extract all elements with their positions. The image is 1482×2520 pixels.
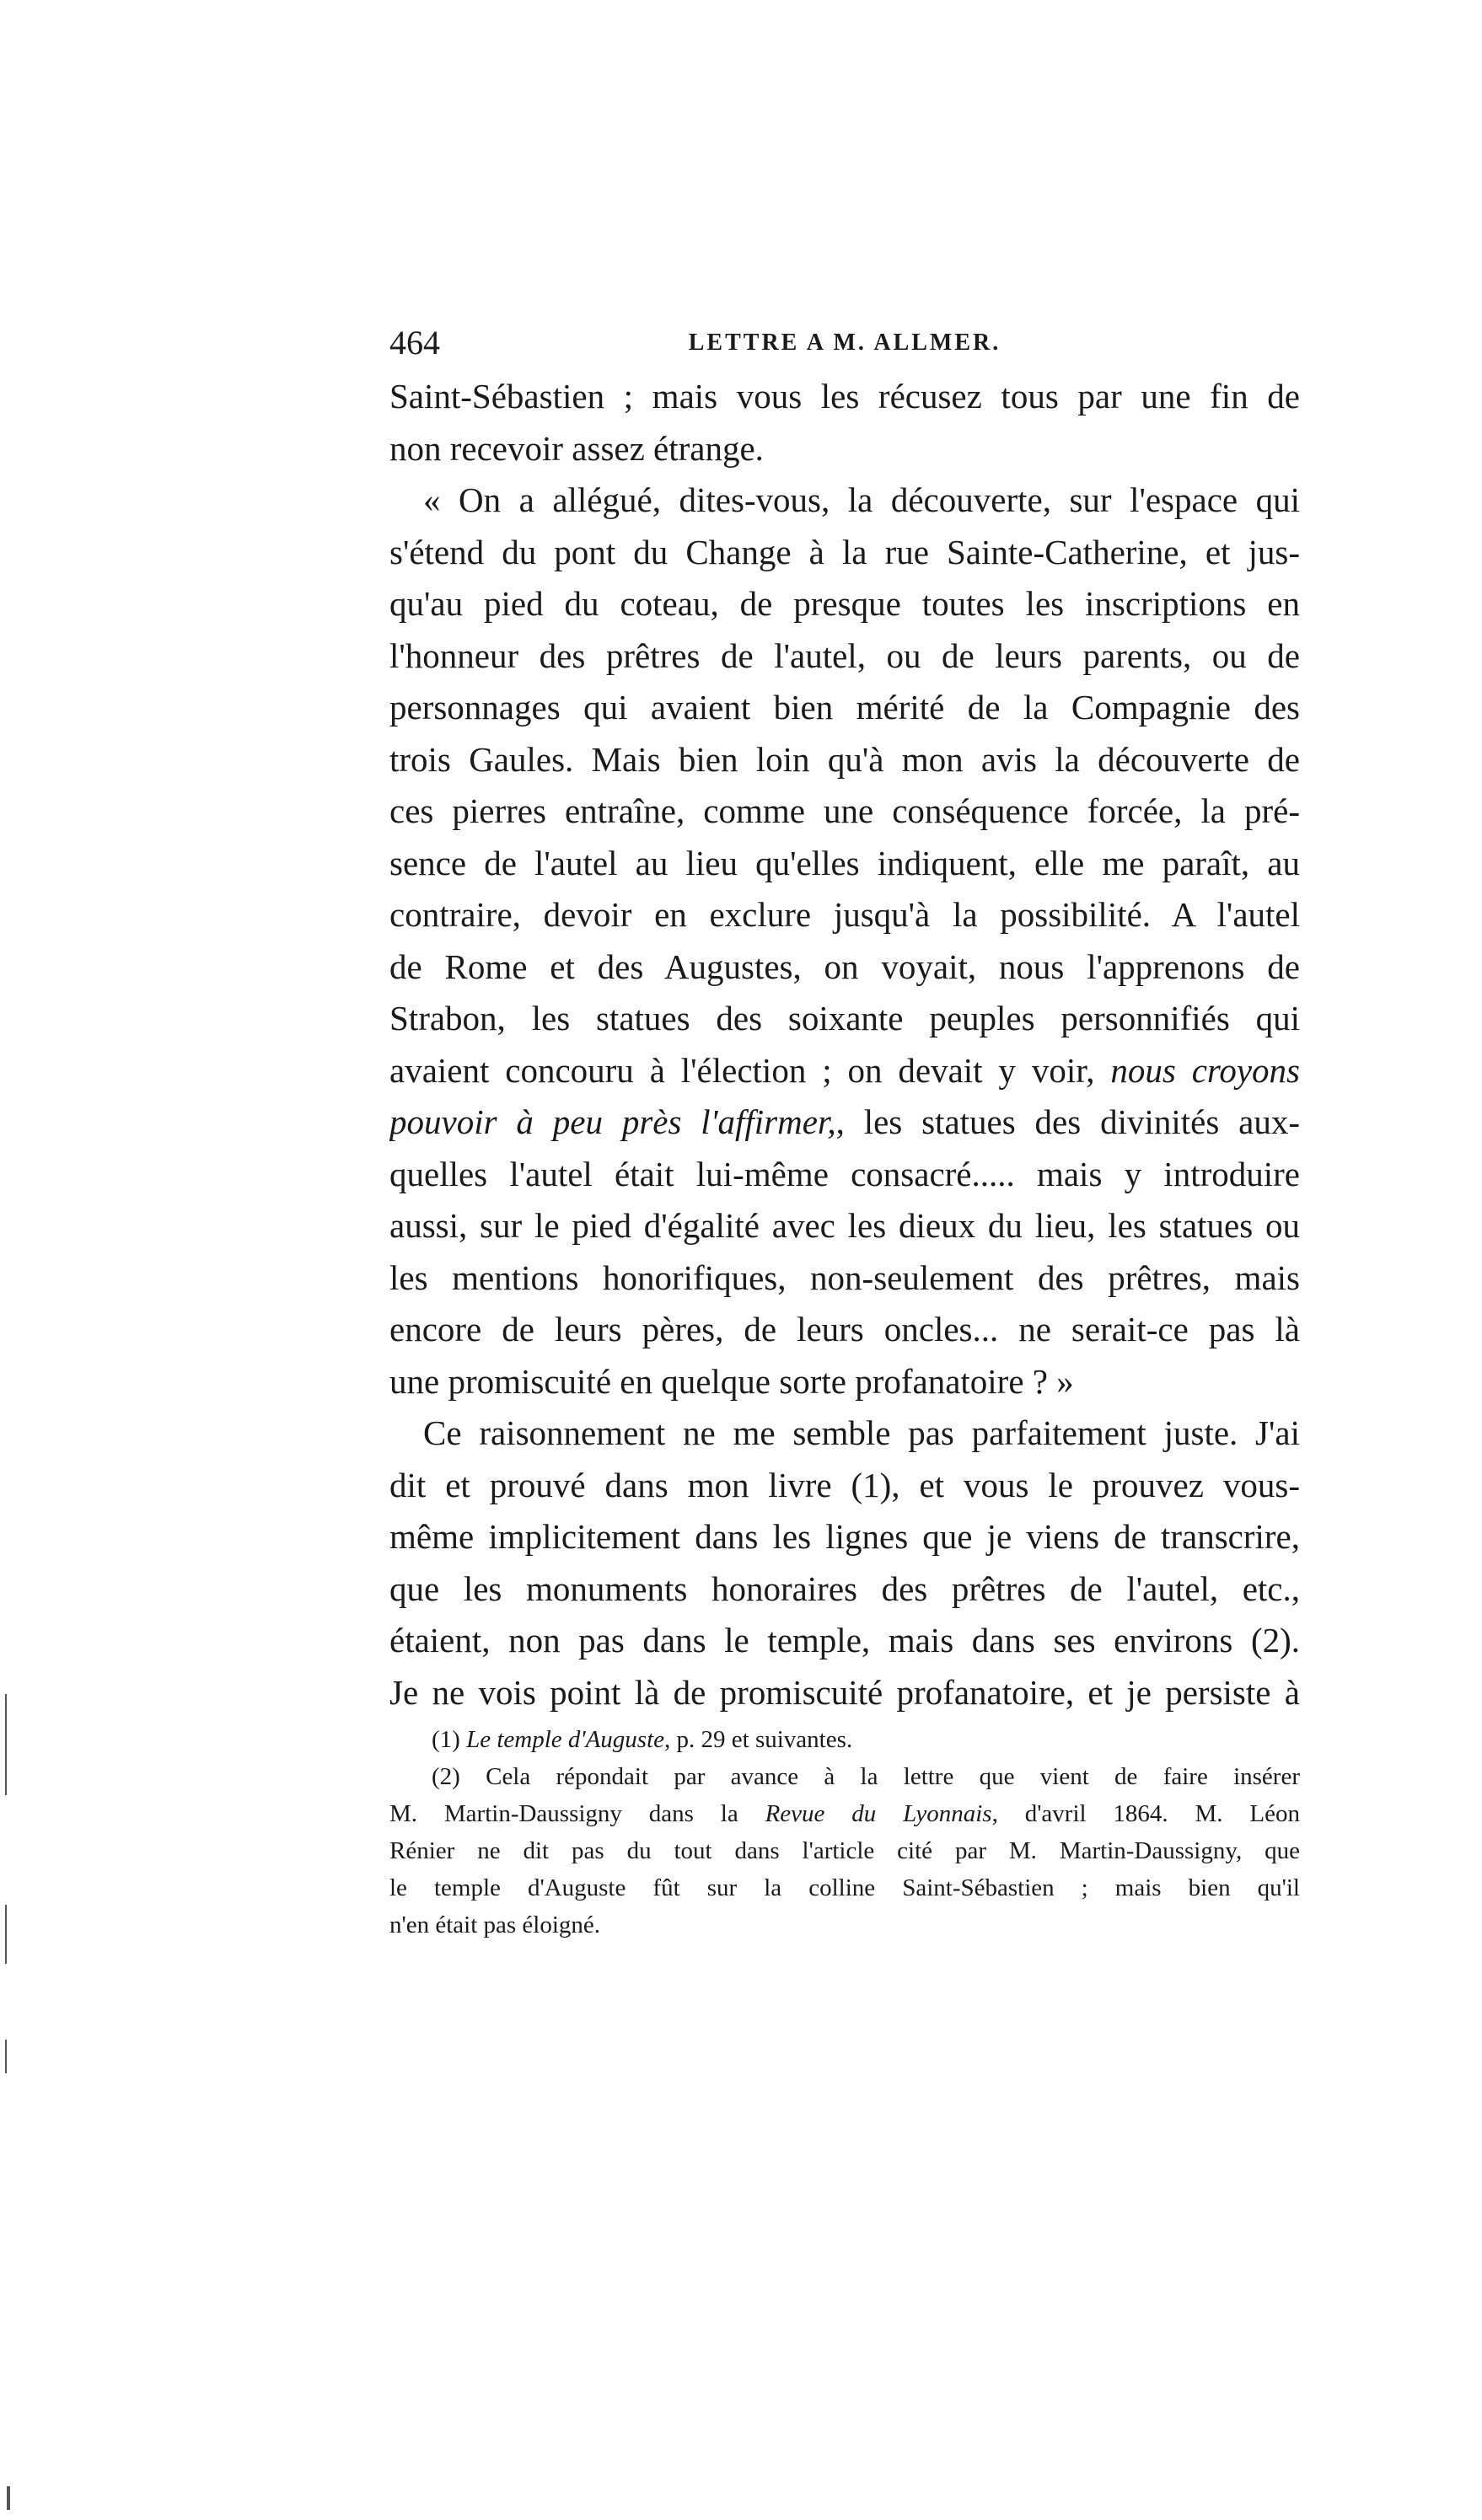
text-line: étaient, non pas dans le temple, mais dans ses environs (2). [389,1621,1300,1659]
footnote-text: M. Martin-Daussigny dans la [389,1800,738,1827]
footnote-text: , d'avril 1864. M. Léon [991,1800,1300,1827]
text-line: quelles l'autel était lui-même consacré..... mais y introduire [389,1154,1300,1193]
text-line: trois Gaules. Mais bien loin qu'à mon avis la découverte de [389,739,1300,779]
text-line: Strabon, les statues des soixante peuples personnifiés qui [389,999,1300,1037]
text-line: de Rome et des Augustes, on voyait, nous l'apprenons de [389,946,1300,986]
text-line: Je ne vois point là de promiscuité profanatoire, et je persiste à [389,1672,1300,1712]
footnote-1 [389,1721,1300,1758]
text-line: l'honneur des prêtres de l'autel, ou de leurs parents, ou de [389,635,1300,675]
text-line: encore de leurs pères, de leurs oncles... ne serait-ce pas là [389,1310,1300,1348]
text-line: « On a allégué, dites-vous, la découverte, sur l'espace qui [423,480,1300,519]
text-line-with-italic [389,1096,1300,1149]
footnote-marker: (1) [432,1726,460,1753]
text-line: même implicitement dans les lignes que je viens de transcrire, [389,1517,1300,1556]
text-line: s'étend du pont du Change à la rue Sainte-Catherine, et jus- [389,532,1300,571]
scan-margin-mark [5,1905,7,1964]
footnote-2-line: Rénier ne dit pas du tout dans l'article cité par M. Martin-Daussigny, que [389,1837,1300,1864]
text-line-with-italic [389,1045,1300,1097]
text-line: Ce raisonnement ne me semble pas parfaitement juste. J'ai [423,1413,1300,1452]
body-text [389,371,1300,1718]
text-line: aussi, sur le pied d'égalité avec les dieux du lieu, les statues ou [389,1206,1300,1245]
page-number: 464 [389,324,440,362]
text-line: que les monuments honoraires des prêtres de l'autel, etc., [389,1568,1300,1608]
text-line: une promiscuité en quelque sorte profanatoire ? » [389,1361,1074,1401]
text-line: qu'au pied du coteau, de presque toutes les inscriptions en [389,584,1300,623]
text-line: ces pierres entraîne, comme une conséquence forcée, la pré- [389,791,1300,830]
footnote-text: , p. 29 et suivantes. [664,1726,853,1753]
italic-quote: nous croyons [1110,1050,1300,1090]
italic-quote: pouvoir à peu près l'affirmer, [389,1102,836,1141]
footnote-2-line: (2) Cela répondait par avance à la lettre que vient de faire insérer [432,1763,1300,1790]
text-line: contraire, devoir en exclure jusqu'à la possibilité. A l'autel [389,895,1300,934]
text-line: Saint-Sébastien ; mais vous les récusez tous par une fin de [389,377,1300,416]
text-segment: avaient concouru à l'élection ; on devait y voir, [389,1050,1095,1090]
footnotes [389,1721,1300,1944]
footnote-italic-title: Le temple d'Auguste [466,1726,665,1753]
footnote-italic-title: Revue du Lyonnais [765,1800,992,1827]
scan-margin-mark [5,2040,7,2073]
text-line: sence de l'autel au lieu qu'elles indiquent, elle me paraît, au [389,843,1300,882]
scan-margin-mark [5,1694,7,1795]
text-line: non recevoir assez étrange. [389,428,764,468]
running-head [389,322,1300,364]
text-line: dit et prouvé dans mon livre (1), et vous le prouvez vous- [389,1465,1300,1504]
footnote-2-line: n'en était pas éloigné. [389,1911,601,1938]
text-line: personnages qui avaient bien mérité de la Compagnie des [389,688,1300,727]
footnote-2-line: le temple d'Auguste fût sur la colline Saint-Sébastien ; mais bien qu'il [389,1874,1300,1901]
scan-margin-mark [7,2486,10,2510]
footnote-2-line [389,1795,1300,1832]
text-line: les mentions honorifiques, non-seulement des prêtres, mais [389,1257,1300,1297]
running-title: LETTRE A M. ALLMER. [688,330,1001,356]
text-segment: , les statues des divinités aux- [835,1102,1300,1141]
